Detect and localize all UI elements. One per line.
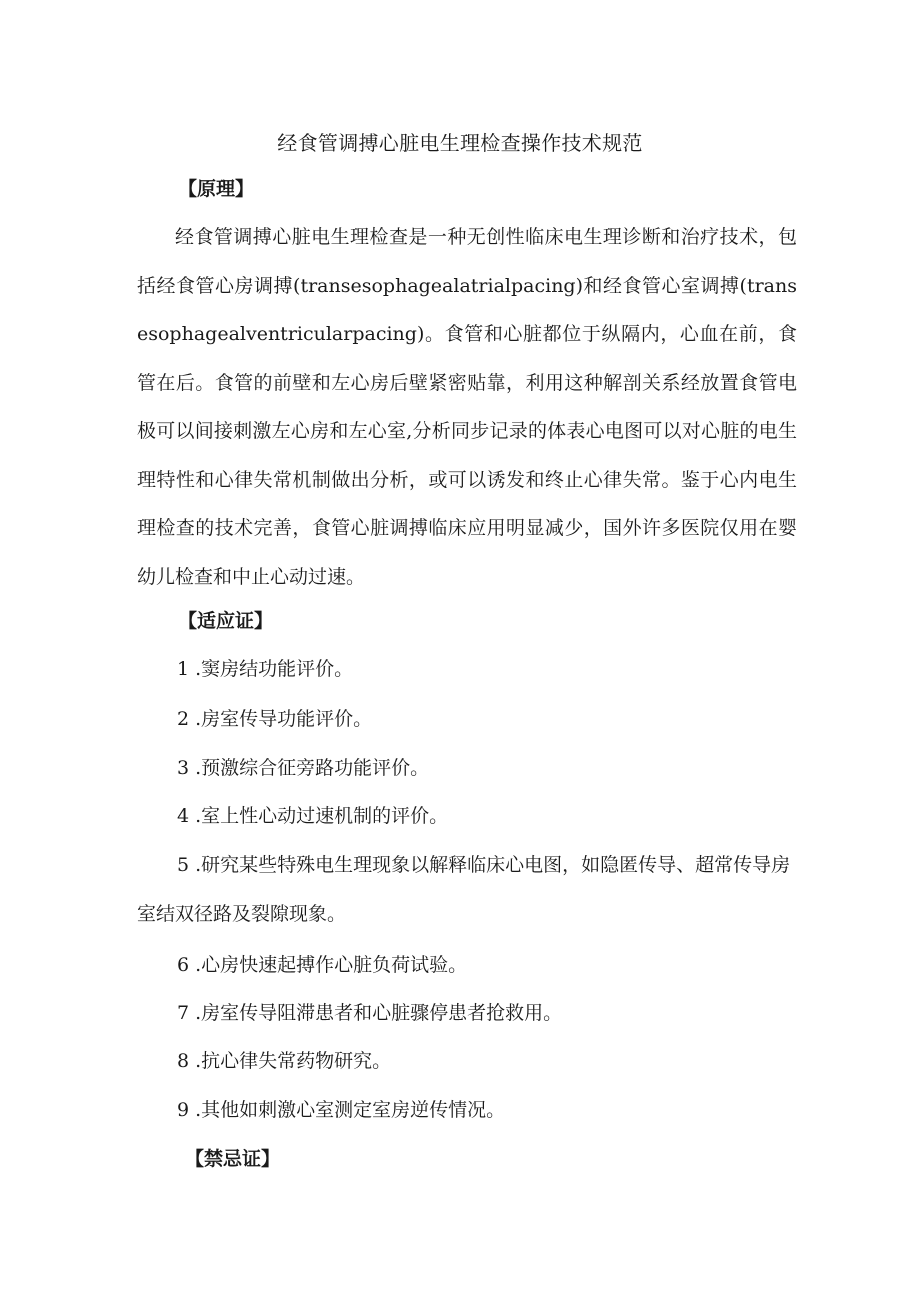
document-title: 经食管调搏心脏电生理检查操作技术规范 [277, 131, 643, 155]
section-heading-principle: 【原理】 [178, 178, 255, 200]
section-heading-indications: 【适应证】 [178, 610, 274, 632]
section-heading-contraindications: 【禁忌证】 [185, 1148, 281, 1170]
indication-item-9: 9 .其他如刺激心室测定室房逆传情况。 [177, 1099, 506, 1121]
indication-item-1: 1 .窦房结功能评价。 [177, 658, 354, 680]
indication-item-5: 5 .研究某些特殊电生理现象以解释临床心电图，如隐匿传导、超常传导房室结双径路及裂隙现象。 [137, 854, 791, 925]
indication-item-8: 8 .抗心律失常药物研究。 [177, 1050, 392, 1072]
principle-paragraph: 经食管调搏心脏电生理检查是一种无创性临床电生理诊断和治疗技术，包括经食管心房调搏(transesophagealatrialpacing)和经食管心室调搏(transesophagealventricularpacing)。食管和心脏都位于纵隔内，心血在前，食管在后。食管的前壁和左心房后壁紧密贴靠，利用这种解剖关系经放置食管电极可以间接刺激左心房和左心室,分析同步记录的体表心电图可以对心脏的电生理特性和心律失常机制做出分析，或可以诱发和终止心律失常。鉴于心内电生理检查的技术完善，食管心脏调搏临床应用明显减少，国外许多医院仅用在婴幼儿检查和中止心动过速。 [137, 226, 797, 588]
indication-item-6: 6 .心房快速起搏作心脏负荷试验。 [177, 954, 468, 976]
indication-item-7: 7 .房室传导阻滞患者和心脏骤停患者抢救用。 [177, 1002, 563, 1024]
indication-item-3: 3 .预激综合征旁路功能评价。 [177, 757, 430, 779]
indication-item-4: 4 .室上性心动过速机制的评价。 [177, 805, 449, 827]
indication-item-2: 2 .房室传导功能评价。 [177, 708, 373, 730]
